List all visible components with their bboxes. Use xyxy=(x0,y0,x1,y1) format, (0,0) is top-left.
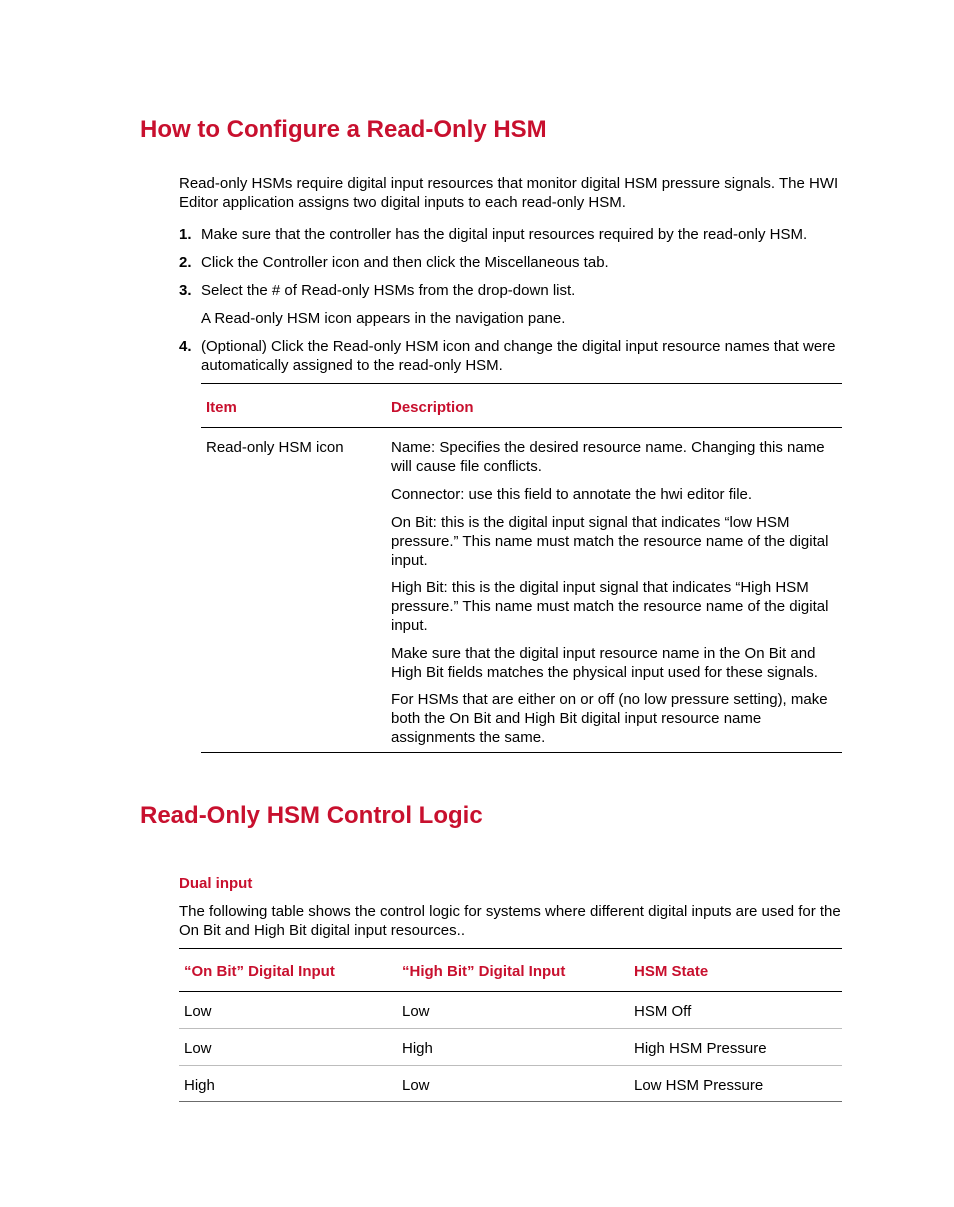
table-header-hsm-state: HSM State xyxy=(634,963,709,980)
step-text: Click the Controller icon and then click the Miscellaneous tab. xyxy=(201,254,609,271)
table-cell: HSM Off xyxy=(634,1003,692,1020)
table-header-description: Description xyxy=(391,399,474,416)
table-cell: Low xyxy=(402,1003,430,1020)
table-top-rule xyxy=(201,383,842,384)
description-paragraph: On Bit: this is the digital input signal that indicates “low HSM pressure.” This name must match the resource name of the digital input. xyxy=(391,514,829,569)
subheading-dual-input: Dual input xyxy=(179,875,253,892)
table-header-rule xyxy=(179,991,842,992)
table-cell: High HSM Pressure xyxy=(634,1040,767,1057)
section-title-control-logic: Read-Only HSM Control Logic xyxy=(140,802,483,829)
table-header-item: Item xyxy=(206,399,237,416)
description-paragraph: Name: Specifies the desired resource name. Changing this name will cause file conflicts. xyxy=(391,439,825,475)
table-cell: Low HSM Pressure xyxy=(634,1077,764,1094)
table-cell: High xyxy=(402,1040,433,1057)
step-number: 1. xyxy=(179,226,192,243)
description-paragraph: Make sure that the digital input resource name in the On Bit and High Bit fields matches the physical input used for these signals. xyxy=(391,645,818,681)
table-top-rule xyxy=(179,948,842,949)
table-header-high-bit: “High Bit” Digital Input xyxy=(402,963,566,980)
table-bottom-rule xyxy=(179,1101,842,1102)
step-text: Select the # of Read-only HSMs from the drop-down list. xyxy=(201,282,576,299)
step-number: 3. xyxy=(179,282,192,299)
step-text: (Optional) Click the Read-only HSM icon and change the digital input resource names that were automatically assigned to the read-only HSM. xyxy=(201,338,836,374)
step-note-text: A Read-only HSM icon appears in the navigation pane. xyxy=(201,310,566,327)
table-cell: Low xyxy=(402,1077,430,1094)
table-header-rule xyxy=(201,427,842,428)
step-number: 4. xyxy=(179,338,192,355)
description-paragraph: For HSMs that are either on or off (no low pressure setting), make both the On Bit and High Bit digital input resource name assignments the same. xyxy=(391,691,828,746)
intro-paragraph: Read-only HSMs require digital input resources that monitor digital HSM pressure signals. The HWI Editor application assigns two digital inputs to each read-only HSM. xyxy=(179,175,839,211)
description-paragraph: High Bit: this is the digital input signal that indicates “High HSM pressure.” This name must match the resource name of the digital input. xyxy=(391,579,829,634)
table-cell-item: Read-only HSM icon xyxy=(206,439,344,456)
description-paragraph: Connector: use this field to annotate the hwi editor file. xyxy=(391,486,753,503)
table-cell: High xyxy=(184,1077,215,1094)
step-text: Make sure that the controller has the digital input resources required by the read-only HSM. xyxy=(201,226,808,243)
table-header-on-bit: “On Bit” Digital Input xyxy=(184,963,335,980)
step-number: 2. xyxy=(179,254,192,271)
table-cell: Low xyxy=(184,1003,212,1020)
table-row-divider xyxy=(179,1028,842,1029)
control-logic-intro: The following table shows the control logic for systems where different digital inputs are used for the On Bit and High Bit digital input resources.. xyxy=(179,903,841,939)
section-title-configure: How to Configure a Read-Only HSM xyxy=(140,116,547,143)
table-cell: Low xyxy=(184,1040,212,1057)
table-bottom-rule xyxy=(201,752,842,753)
table-row-divider xyxy=(179,1065,842,1066)
